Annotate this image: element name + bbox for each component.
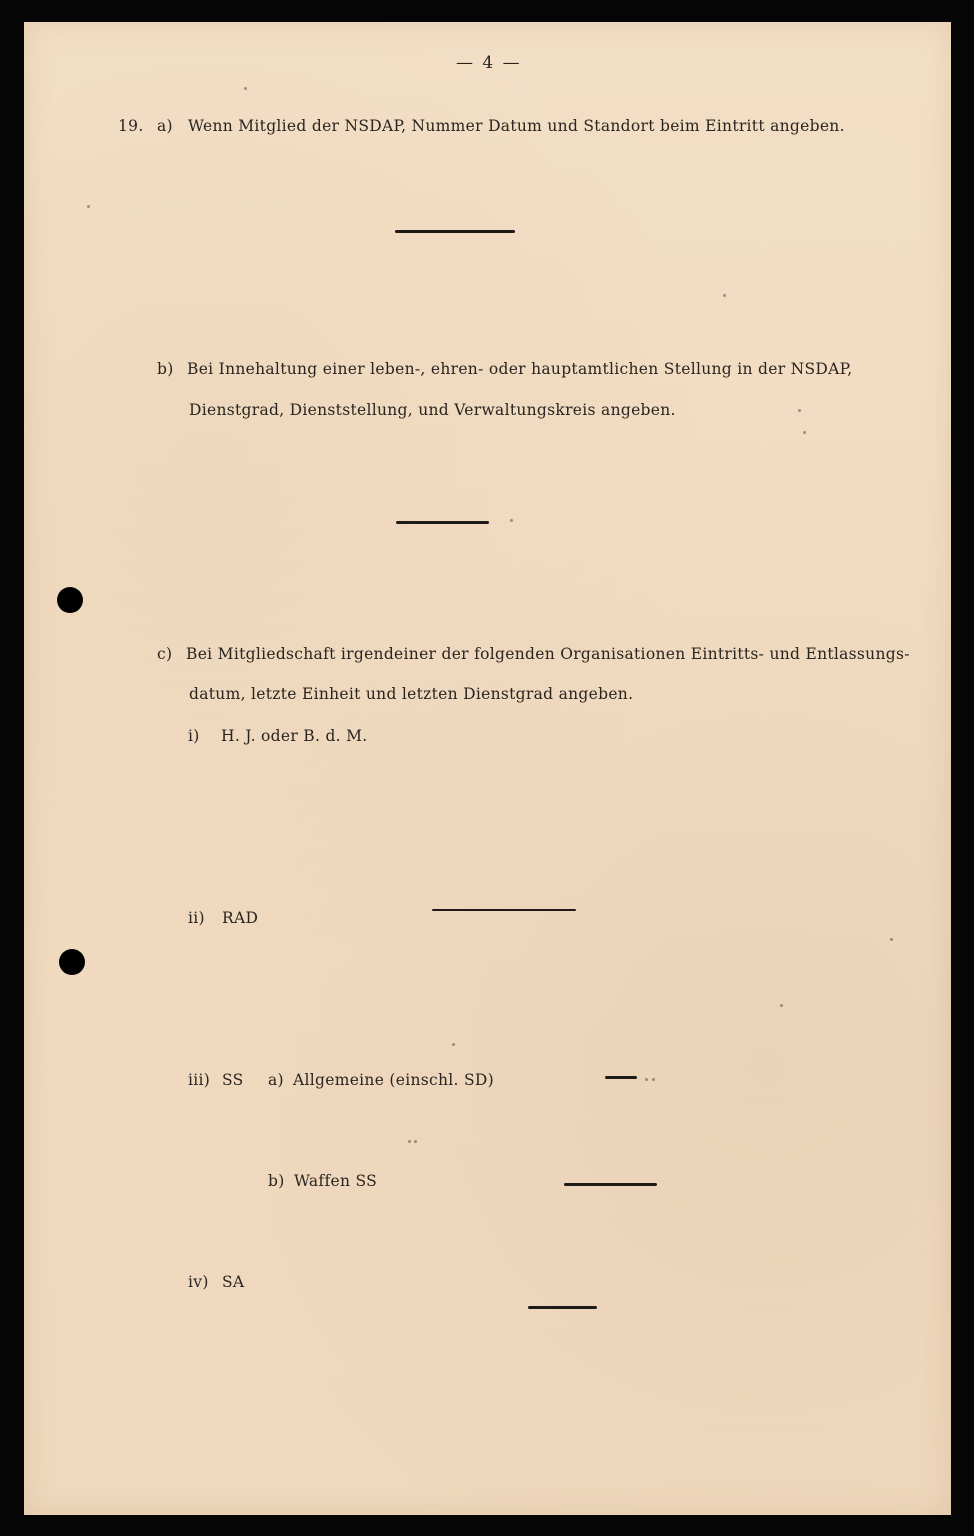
answer-dash-ss-allgemeine (605, 1076, 637, 1079)
answer-dash-rad (432, 909, 576, 911)
item-iii-sub-b-marker: b) (268, 1172, 285, 1190)
answer-dash-sa (528, 1306, 597, 1309)
paper-speck (890, 938, 893, 941)
question-b-line1: Bei Innehaltung einer leben-, ehren- oder hauptamtlichen Stellung in der NSDAP, (187, 360, 853, 378)
item-iii-sub-a-label: Allgemeine (einschl. SD) (293, 1071, 494, 1089)
ink-dot (510, 519, 513, 522)
punch-hole-upper (57, 587, 83, 613)
ink-dot (645, 1078, 648, 1081)
item-ii-marker: ii) (188, 909, 205, 927)
item-i-marker: i) (188, 727, 200, 745)
paper-speck (414, 1140, 417, 1143)
punch-hole-lower (59, 949, 85, 975)
item-ii-label: RAD (222, 909, 259, 927)
item-iii-sub-a-marker: a) (268, 1071, 284, 1089)
item-iii-label: SS (222, 1071, 244, 1089)
answer-dash-b (396, 521, 489, 524)
question-c-marker: c) (157, 645, 173, 663)
question-a-text: Wenn Mitglied der NSDAP, Nummer Datum und Standort beim Eintritt angeben. (188, 117, 845, 135)
paper-speck (723, 294, 726, 297)
question-b-line2: Dienstgrad, Dienststellung, und Verwaltungskreis angeben. (189, 401, 676, 419)
item-iv-marker: iv) (188, 1273, 209, 1291)
form-page (24, 22, 951, 1515)
paper-speck (780, 1004, 783, 1007)
paper-speck (452, 1043, 455, 1046)
question-c-line1: Bei Mitgliedschaft irgendeiner der folgenden Organisationen Eintritts- und Entlassungs- (186, 645, 910, 663)
question-number: 19. (118, 117, 144, 135)
paper-speck (87, 205, 90, 208)
question-c-line2: datum, letzte Einheit und letzten Dienstgrad angeben. (189, 685, 634, 703)
item-iii-marker: iii) (188, 1071, 211, 1089)
item-iv-label: SA (222, 1273, 245, 1291)
paper-speck (244, 87, 247, 90)
question-b-marker: b) (157, 360, 174, 378)
answer-dash-waffen-ss (564, 1183, 657, 1186)
question-a-marker: a) (157, 117, 173, 135)
page-number: — 4 — (456, 53, 522, 73)
ink-dot (652, 1078, 655, 1081)
paper-speck (803, 431, 806, 434)
item-iii-sub-b-label: Waffen SS (294, 1172, 378, 1190)
answer-dash-a (395, 230, 515, 233)
paper-speck (408, 1140, 411, 1143)
item-i-label: H. J. oder B. d. M. (221, 727, 368, 745)
paper-speck (798, 409, 801, 412)
